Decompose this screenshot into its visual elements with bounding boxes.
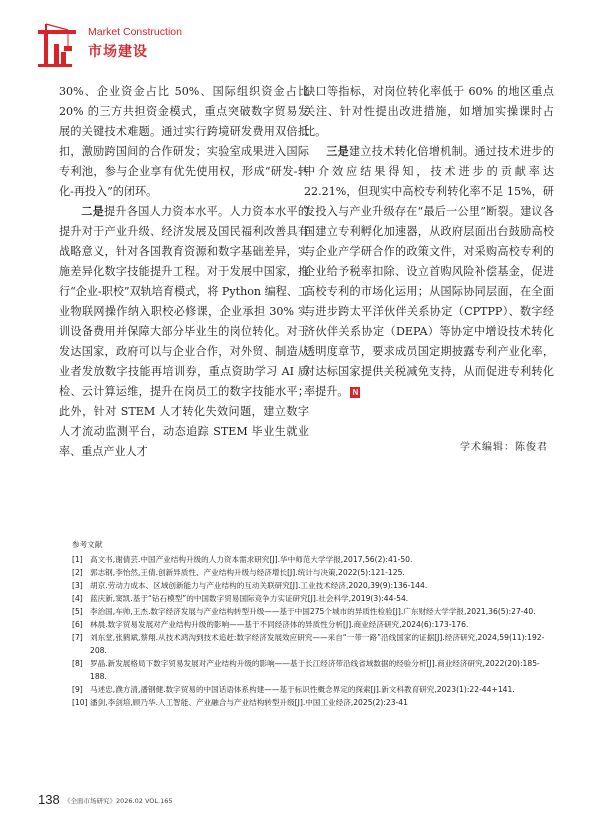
section-title-zh: 市场建设 [88, 44, 148, 60]
paragraph-text: 建立技术转化倍增机制。通过技术进步的中介效应结果得知，技术进步的贡献率达 22.21%，但现实中高校专利转化率不足 15%，研发投入与产业升级存在“最后一公里”断裂。建议各国建立专利孵化加速器，从政府层面出台鼓励高校与企业产学研合作的政策文件，对采购高校专利的企业给予税率扣除、设立首购风险补偿基金，促进高校专利的市场化运用；从国际协同层面，在全面与进步跨太平洋伙伴关系协定（CPTPP）、数字经济伙伴关系协定（DEPA）等协定中增设技术转化透明度章节，要求成员国定期披露专利产业化率，对达标国家提供关税减免支持，从而促进专利转化率提升。 [304, 145, 554, 398]
reference-item [72, 605, 552, 618]
reference-number: [9] [72, 685, 83, 694]
reference-item [72, 631, 552, 657]
left-column [59, 82, 309, 462]
reference-item [72, 683, 552, 696]
page-header [38, 18, 568, 78]
lead-text: 三是 [326, 145, 349, 158]
references [72, 538, 552, 709]
reference-item [72, 553, 552, 566]
references-title: 参考文献 [72, 540, 103, 549]
crane-icon [38, 22, 76, 68]
page-number: 138 [38, 792, 60, 807]
reference-text: 李治国,车帅,王杰.数字经济发展与产业结构转型升级——基于中国275个城市的异质性检验[J].广东财经大学学报,2021,36(5):27-40. [90, 607, 536, 616]
reference-text: 蓝庆新,窦凯.基于“钻石模型”的中国数字贸易国际竞争力实证研究[J].社会科学,2019(3):44-54. [90, 594, 409, 603]
paragraph: 30%、企业资金占比 50%、国际组织资金占比 20% 的三方共担资金模式，重点突破数字贸易发展的关键技术难题。通过实行跨境研发费用双倍抵扣，激励跨国间的合作研发；实验室成果进入国际专利池，参与企业享有优先使用权，形成“研发-转化-再投入”的闭环。 [59, 85, 309, 198]
reference-number: [5] [72, 607, 83, 616]
paragraph-text: 提升各国人力资本水平。人力资本水平的提升对于产业升级、经济发展及国民福利改善具有战略意义，针对各国教育资源和数字基础差异，实施差异化数字技能提升工程。对于发展中国家，推行“企业-职校”双轨培育模式，将 Python 编程、工业物联网操作纳入职校必修课，企业承担 30% 实训设备费用并保障大部分毕业生的岗位转化。对于发达国家，政府可以与企业合作，对外贸、制造从业者发放数字技能再培训券，重点资助学习 AI 质检、云计算运维，提升在岗员工的数字技能水平；此外，针对 STEM 人才转化失效问题，建立数字人才流动监测平台，动态追踪 STEM 毕业生就业率、重点产业人才 [59, 205, 309, 458]
end-mark-icon: N [350, 387, 360, 398]
reference-text: 高文书,谢倩芸.中国产业结构升级的人力资本需求研究[J].华中师范大学学报,2017,56(2):41-50. [90, 555, 413, 564]
reference-number: [3] [72, 581, 83, 590]
reference-item [72, 579, 552, 592]
academic-editor: 学术编辑：陈俊君 [460, 442, 548, 453]
paragraph [59, 202, 309, 462]
reference-text: 郭志钢,李怡然,王倩.创新异质性、产业结构升级与经济增长[J].统计与决策,2022(5):121-125. [90, 568, 405, 577]
paragraph [304, 142, 554, 402]
reference-item [72, 566, 552, 579]
reference-number: [8] [72, 659, 83, 668]
reference-number: [7] [72, 633, 83, 642]
reference-item [72, 696, 552, 709]
reference-text: 胡京.劳动力成本、区域创新能力与产业结构的互动关联研究[J].工业技术经济,2020,39(9):136-144. [90, 581, 428, 590]
reference-text: 马述忠,濮方清,潘钢健.数字贸易的中国话语体系构建——基于标识性概念界定的探索[J].新文科教育研究,2023(1):22-44+141. [90, 685, 515, 694]
reference-number: [10] [72, 698, 88, 707]
reference-text: 潘剑,李剑培,顾乃华.人工智能、产业融合与产业结构转型升级[J].中国工业经济,2025(2):23-41 [90, 698, 408, 707]
journal-name: 《全面市场研究》2026.02 VOL.165 [64, 797, 173, 805]
section-title-en: Market Construction [88, 26, 182, 38]
reference-number: [2] [72, 568, 83, 577]
reference-item [72, 657, 552, 683]
reference-number: [6] [72, 620, 83, 629]
right-column [304, 82, 554, 402]
reference-item [72, 592, 552, 605]
reference-text: 刘东堂,张鹤斌,蔡翔.从技术鸿沟到技术追赶:数字经济发展效应研究——来自“一带一路”沿线国家的证据[J].经济研究,2024,59(11):192-208. [90, 633, 545, 655]
reference-number: [1] [72, 555, 83, 564]
reference-text: 林晨.数字贸易发展对产业结构升级的影响——基于不同经济体的异质性分析[J].商业经济研究,2024(6):173-176. [90, 620, 469, 629]
lead-text: 二是 [81, 205, 104, 218]
reference-text: 罗晶.新发展格局下数字贸易发展对产业结构升级的影响——基于长江经济带沿线省域数据的经验分析[J].商业经济研究,2022(20):185-188. [90, 659, 540, 681]
paragraph: 缺口等指标，对岗位转化率低于 60% 的地区重点关注、针对性提出改进措施，如增加实操课时占比。 [304, 85, 554, 138]
reference-item [72, 618, 552, 631]
reference-number: [4] [72, 594, 83, 603]
page-footer [38, 792, 558, 812]
